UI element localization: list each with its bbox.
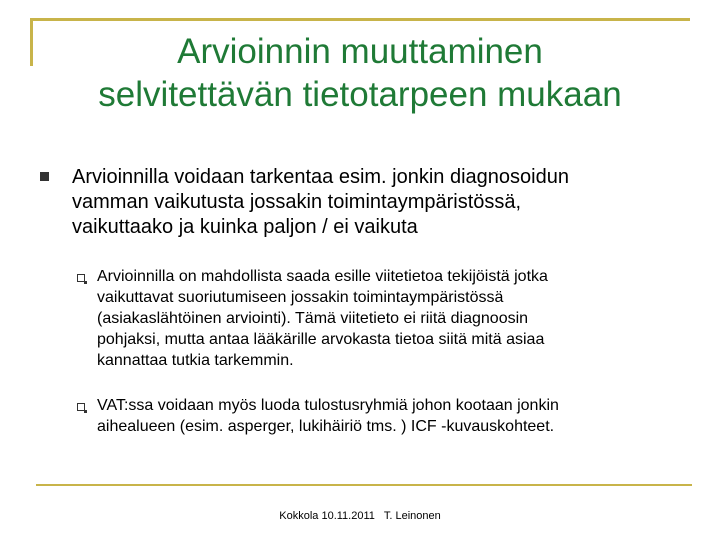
main-bullet-text: Arvioinnilla voidaan tarkentaa esim. jonkin diagnosoidun vamman vaikutusta jossakin toimintaympäristössä, vaikuttaako ja kuinka paljon / ei vaikuta [72, 166, 569, 238]
sub-bullet-text-1: Arvioinnilla on mahdollista saada esille viitetietoa tekijöistä jotka vaikuttavat suoriutumiseen jossakin toimintaympäristössä (asiakaslähtöinen arviointi). Tämä viitetieto ei riitä diagnoosin pohjaksi, mutta antaa lääkärille arvokasta tietoa siitä mitä asiaa kannattaa tutkia tarkemmin. [97, 268, 548, 369]
frame-top-line [30, 18, 690, 21]
hollow-square-bullet-icon [77, 403, 85, 411]
square-bullet-icon [40, 172, 49, 181]
sub-bullet-text-2: VAT:ssa voidaan myös luoda tulostusryhmiä johon kootaan jonkin aihealueen (esim. asperger, lukihäiriö tms. ) ICF -kuvauskohteet. [97, 397, 559, 435]
frame-bottom-line [36, 484, 692, 486]
hollow-square-bullet-icon [77, 274, 85, 282]
slide-title-line-2: selvitettävän tietotarpeen mukaan [98, 75, 622, 114]
slide-title [20, 30, 700, 116]
slide-footer: Kokkola 10.11.2011 T. Leinonen [279, 510, 441, 522]
slide-title-line-1: Arvioinnin muuttaminen [177, 32, 543, 71]
